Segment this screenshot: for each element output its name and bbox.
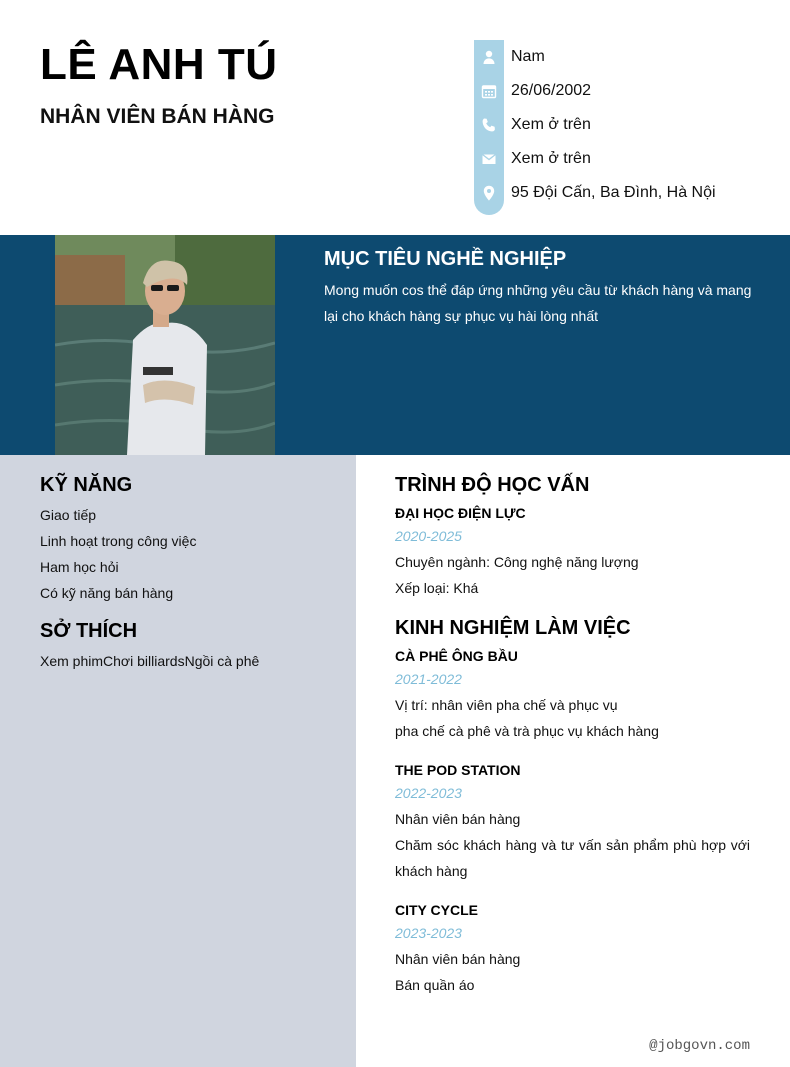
- education-school: ĐẠI HỌC ĐIỆN LỰC: [395, 505, 526, 521]
- contact-gender: [474, 42, 774, 72]
- contact-email: [474, 144, 774, 174]
- experience-company: THE POD STATION: [395, 762, 521, 778]
- skill-item: Ham học hỏi: [40, 559, 119, 575]
- experience-entry: [395, 900, 750, 998]
- calendar-icon: [474, 76, 504, 106]
- candidate-job-title: NHÂN VIÊN BÁN HÀNG: [40, 105, 275, 128]
- education-detail: Xếp loại: Khá: [395, 580, 479, 596]
- experience-detail: Bán quần áo: [395, 977, 475, 993]
- watermark[interactable]: @jobgovn.com: [649, 1038, 750, 1054]
- education-detail: Chuyên ngành: Công nghệ năng lượng: [395, 554, 639, 570]
- skill-item: Có kỹ năng bán hàng: [40, 585, 174, 601]
- skill-item: Giao tiếp: [40, 507, 97, 523]
- education-entry: [395, 503, 750, 601]
- contact-phone-text[interactable]: Xem ở trên: [511, 116, 591, 133]
- experience-detail: pha chế cà phê và trà phục vụ khách hàng: [395, 723, 659, 739]
- experience-detail: Chăm sóc khách hàng và tư vấn sản phẩm phù hợp với khách hàng: [395, 837, 750, 879]
- experience-entry: [395, 646, 750, 744]
- hobbies-list: [40, 648, 259, 674]
- skills-title: KỸ NĂNG: [40, 474, 133, 496]
- contact-phone: [474, 110, 774, 140]
- experience-date: 2021-2022: [395, 671, 462, 687]
- objective-text: Mong muốn cos thể đáp ứng những yêu cầu từ khách hàng và mang lại cho khách hàng sự phục vụ hài lòng nhất: [324, 282, 752, 324]
- experience-detail: Nhân viên bán hàng: [395, 951, 521, 967]
- experience-date: 2022-2023: [395, 785, 462, 801]
- profile-photo: [55, 235, 275, 455]
- experience-title: KINH NGHIỆM LÀM VIỆC: [395, 617, 631, 639]
- hobbies-title: SỞ THÍCH: [40, 620, 138, 642]
- skills-list: [40, 502, 196, 606]
- experience-company: CITY CYCLE: [395, 902, 478, 918]
- candidate-name: LÊ ANH TÚ: [40, 40, 278, 89]
- person-icon: [474, 42, 504, 72]
- education-date: 2020-2025: [395, 528, 462, 544]
- experience-detail: Nhân viên bán hàng: [395, 811, 521, 827]
- mail-icon: [474, 144, 504, 174]
- location-icon: [474, 178, 504, 208]
- hobby-item: Ngồi cà phê: [184, 653, 260, 669]
- right-column: [395, 474, 750, 998]
- contact-gender-text: Nam: [511, 48, 545, 65]
- hobby-item: Xem phim: [40, 653, 104, 669]
- contact-address: [474, 178, 774, 208]
- experience-date: 2023-2023: [395, 925, 462, 941]
- education-title: TRÌNH ĐỘ HỌC VẤN: [395, 474, 590, 496]
- experience-company: CÀ PHÊ ÔNG BẦU: [395, 648, 518, 664]
- contact-birthdate-text: 26/06/2002: [511, 82, 592, 99]
- contact-birthdate: [474, 76, 774, 106]
- phone-icon: [474, 110, 504, 140]
- experience-detail: Vị trí: nhân viên pha chế và phục vụ: [395, 697, 618, 713]
- contact-address-text: 95 Đội Cấn, Ba Đình, Hà Nội: [511, 184, 716, 201]
- experience-entry: [395, 760, 750, 884]
- hobby-item: Chơi billiards: [103, 653, 185, 669]
- skill-item: Linh hoạt trong công việc: [40, 533, 197, 549]
- objective-title: MỤC TIÊU NGHỀ NGHIỆP: [324, 248, 567, 270]
- contact-email-text[interactable]: Xem ở trên: [511, 150, 591, 167]
